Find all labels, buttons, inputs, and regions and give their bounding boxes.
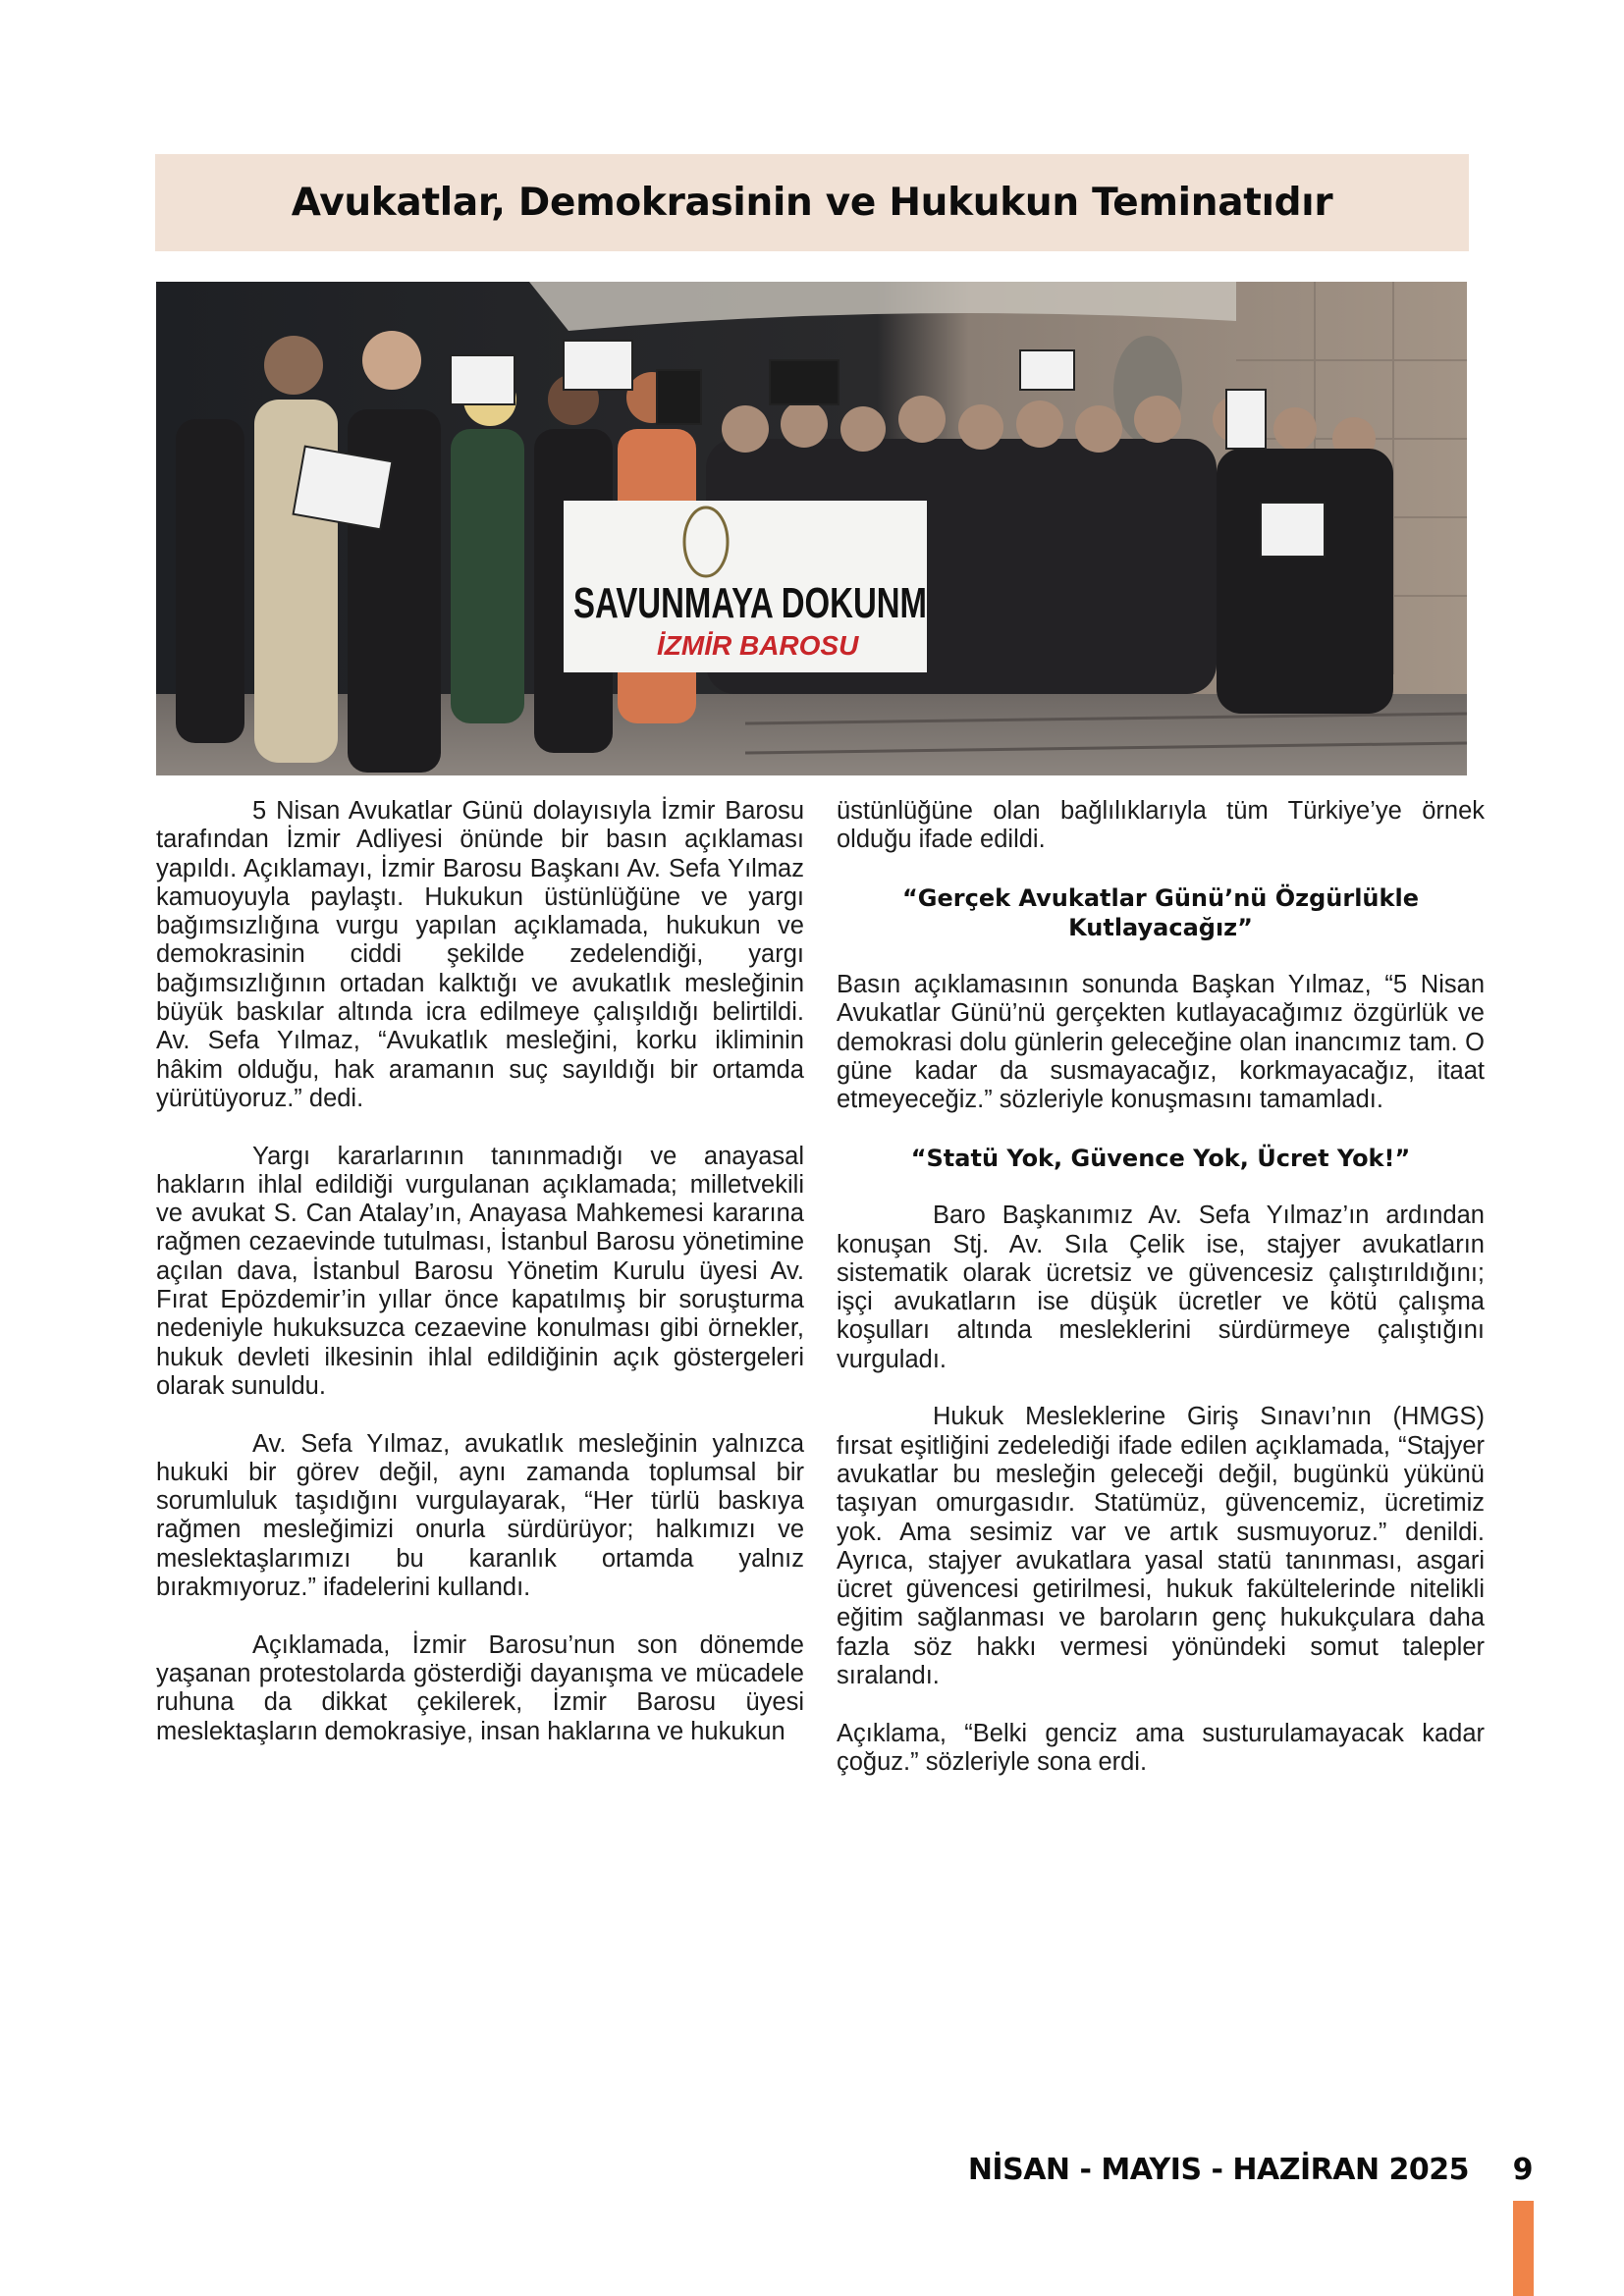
paragraph: Açıklamada, İzmir Barosu’nun son dönemde yaşanan protestolarda gösterdiği dayanışma ve mücadele ruhuna da dikkat çekilerek, İzmir Barosu üyesi meslektaşların demokrasiye, insan haklarına ve hukukun [156,1630,804,1745]
sign [657,370,701,424]
sign [1020,350,1074,390]
sign [294,447,393,530]
paragraph: Açıklama, “Belki genciz ama susturulamayacak kadar çoğuz.” sözleriyle sona erdi. [837,1719,1485,1776]
article-title: Avukatlar, Demokrasinin ve Hukukun Teminatıdır [291,181,1333,225]
paragraph: Av. Sefa Yılmaz, avukatlık mesleğinin yalnızca hukuki bir görev değil, aynı zamanda toplumsal bir sorumluluk taşıdığını vurgulayarak, “Her türlü baskıya rağmen mesleğimizi onurla sürdürüyor; halkımızı ve meslektaşlarımızı bu karanlık ortamda yalnız bırakmıyoruz.” ifadelerini kullandı. [156,1429,804,1602]
paragraph: Basın açıklamasının sonunda Başkan Yılmaz, “5 Nisan Avukatlar Günü’nü gerçekten kutlayacağımız özgürlük ve demokrasi dolu günlerin geleceğine olan inancımız tam. O güne kadar da susmayacağız, korkmayacağız, itaat etmeyeceğiz.” sözleriyle konuşmasını tamamladı. [837,971,1485,1114]
article-title-box [155,154,1469,251]
sign [564,341,632,390]
paragraph: Hukuk Mesleklerine Giriş Sınavı’nın (HMGS) fırsat eşitliğini zedelediği ifade edilen açıklamada, “Stajyer avukatlar bu mesleğin geleceği değil, bugünkü yükünü taşıyan omurgasıdır. Statümüz, güvencemiz, ücretimiz yok. Ama sesimiz var ve artık susmuyoruz.” denildi. Ayrıca, stajyer avukatlara yasal statü tanınması, asgari ücret güvencesi getirilmesi, hukuk fakültelerinde nitelikli eğitim sağlanması ve baroların genç hukukçulara daha fazla söz hakkı vermesi yönündeki somut talepler sıralandı. [837,1403,1485,1690]
paragraph: Baro Başkanımız Av. Sefa Yılmaz’ın ardından konuşan Stj. Av. Sıla Çelik ise, stajyer avukatların sistematik olarak ücretsiz ve güvencesiz çalıştırıldığını; işçi avukatların ise düşük ücretler ve kötü çalışma koşulları altında mesleklerini sürdürmeye çalıştığını vurguladı. [837,1201,1485,1373]
banner-text: SAVUNMAYA DOKUNM [573,579,927,627]
left-column [156,797,804,1775]
accent-bar [1513,2201,1534,2296]
right-column [837,797,1485,1806]
sign [1226,390,1266,449]
section-heading: “Statü Yok, Güvence Yok, Ücret Yok!” [910,1144,1411,1172]
sign [451,355,514,404]
section-heading: “Gerçek Avukatlar Günü’nü Özgürlükle Kutlayacağız” [902,883,1419,941]
banner-subtext: İZMİR BAROSU [657,630,859,661]
issue-date: NİSAN - MAYIS - HAZİRAN 2025 [967,2153,1469,2187]
paragraph: Yargı kararlarının tanınmadığı ve anayasal hakların ihlal edildiği vurgulanan açıklamada; milletvekili ve avukat S. Can Atalay’ın, Anayasa Mahkemesi kararına rağmen cezaevinde tutulması, İstanbul Barosu yönetimine açılan dava, İstanbul Barosu Yönetim Kurulu üyesi Av. Fırat Epözdemir’in yıllar önce kapatılmış bir soruşturma nedeniyle hukuksuzca cezaevine konulması gibi örnekler, hukuk devleti ilkesinin ihlal edildiğinin açık göstergeleri olarak sunuldu. [156,1142,804,1400]
paragraph: üstünlüğüne olan bağlılıklarıyla tüm Türkiye’ye örnek olduğu ifade edildi. [837,797,1485,854]
page-number: 9 [1512,2153,1534,2187]
protest-photo-illustration [156,282,1467,775]
paragraph: 5 Nisan Avukatlar Günü dolayısıyla İzmir Barosu tarafından İzmir Adliyesi önünde bir basın açıklaması yapıldı. Açıklamayı, İzmir Barosu Başkanı Av. Sefa Yılmaz kamuoyuyla paylaştı. Hukukun üstünlüğüne ve yargı bağımsızlığına vurgu yapılan açıklamada, hukukun ve demokrasinin ciddi şekilde zedelendiği, yargı bağımsızlığının ortadan kalktığı ve avukatlık mesleğinin büyük baskılar altında icra edilmeye çalışıldığı belirtildi. Av. Sefa Yılmaz, “Avukatlık mesleğini, korku ikliminin hâkim olduğu, hak aramanın suç sayıldığı bir ortamda yürütüyoruz.” dedi. [156,797,804,1112]
sign [770,360,839,404]
sign [1261,503,1325,557]
article-photo [156,282,1467,775]
